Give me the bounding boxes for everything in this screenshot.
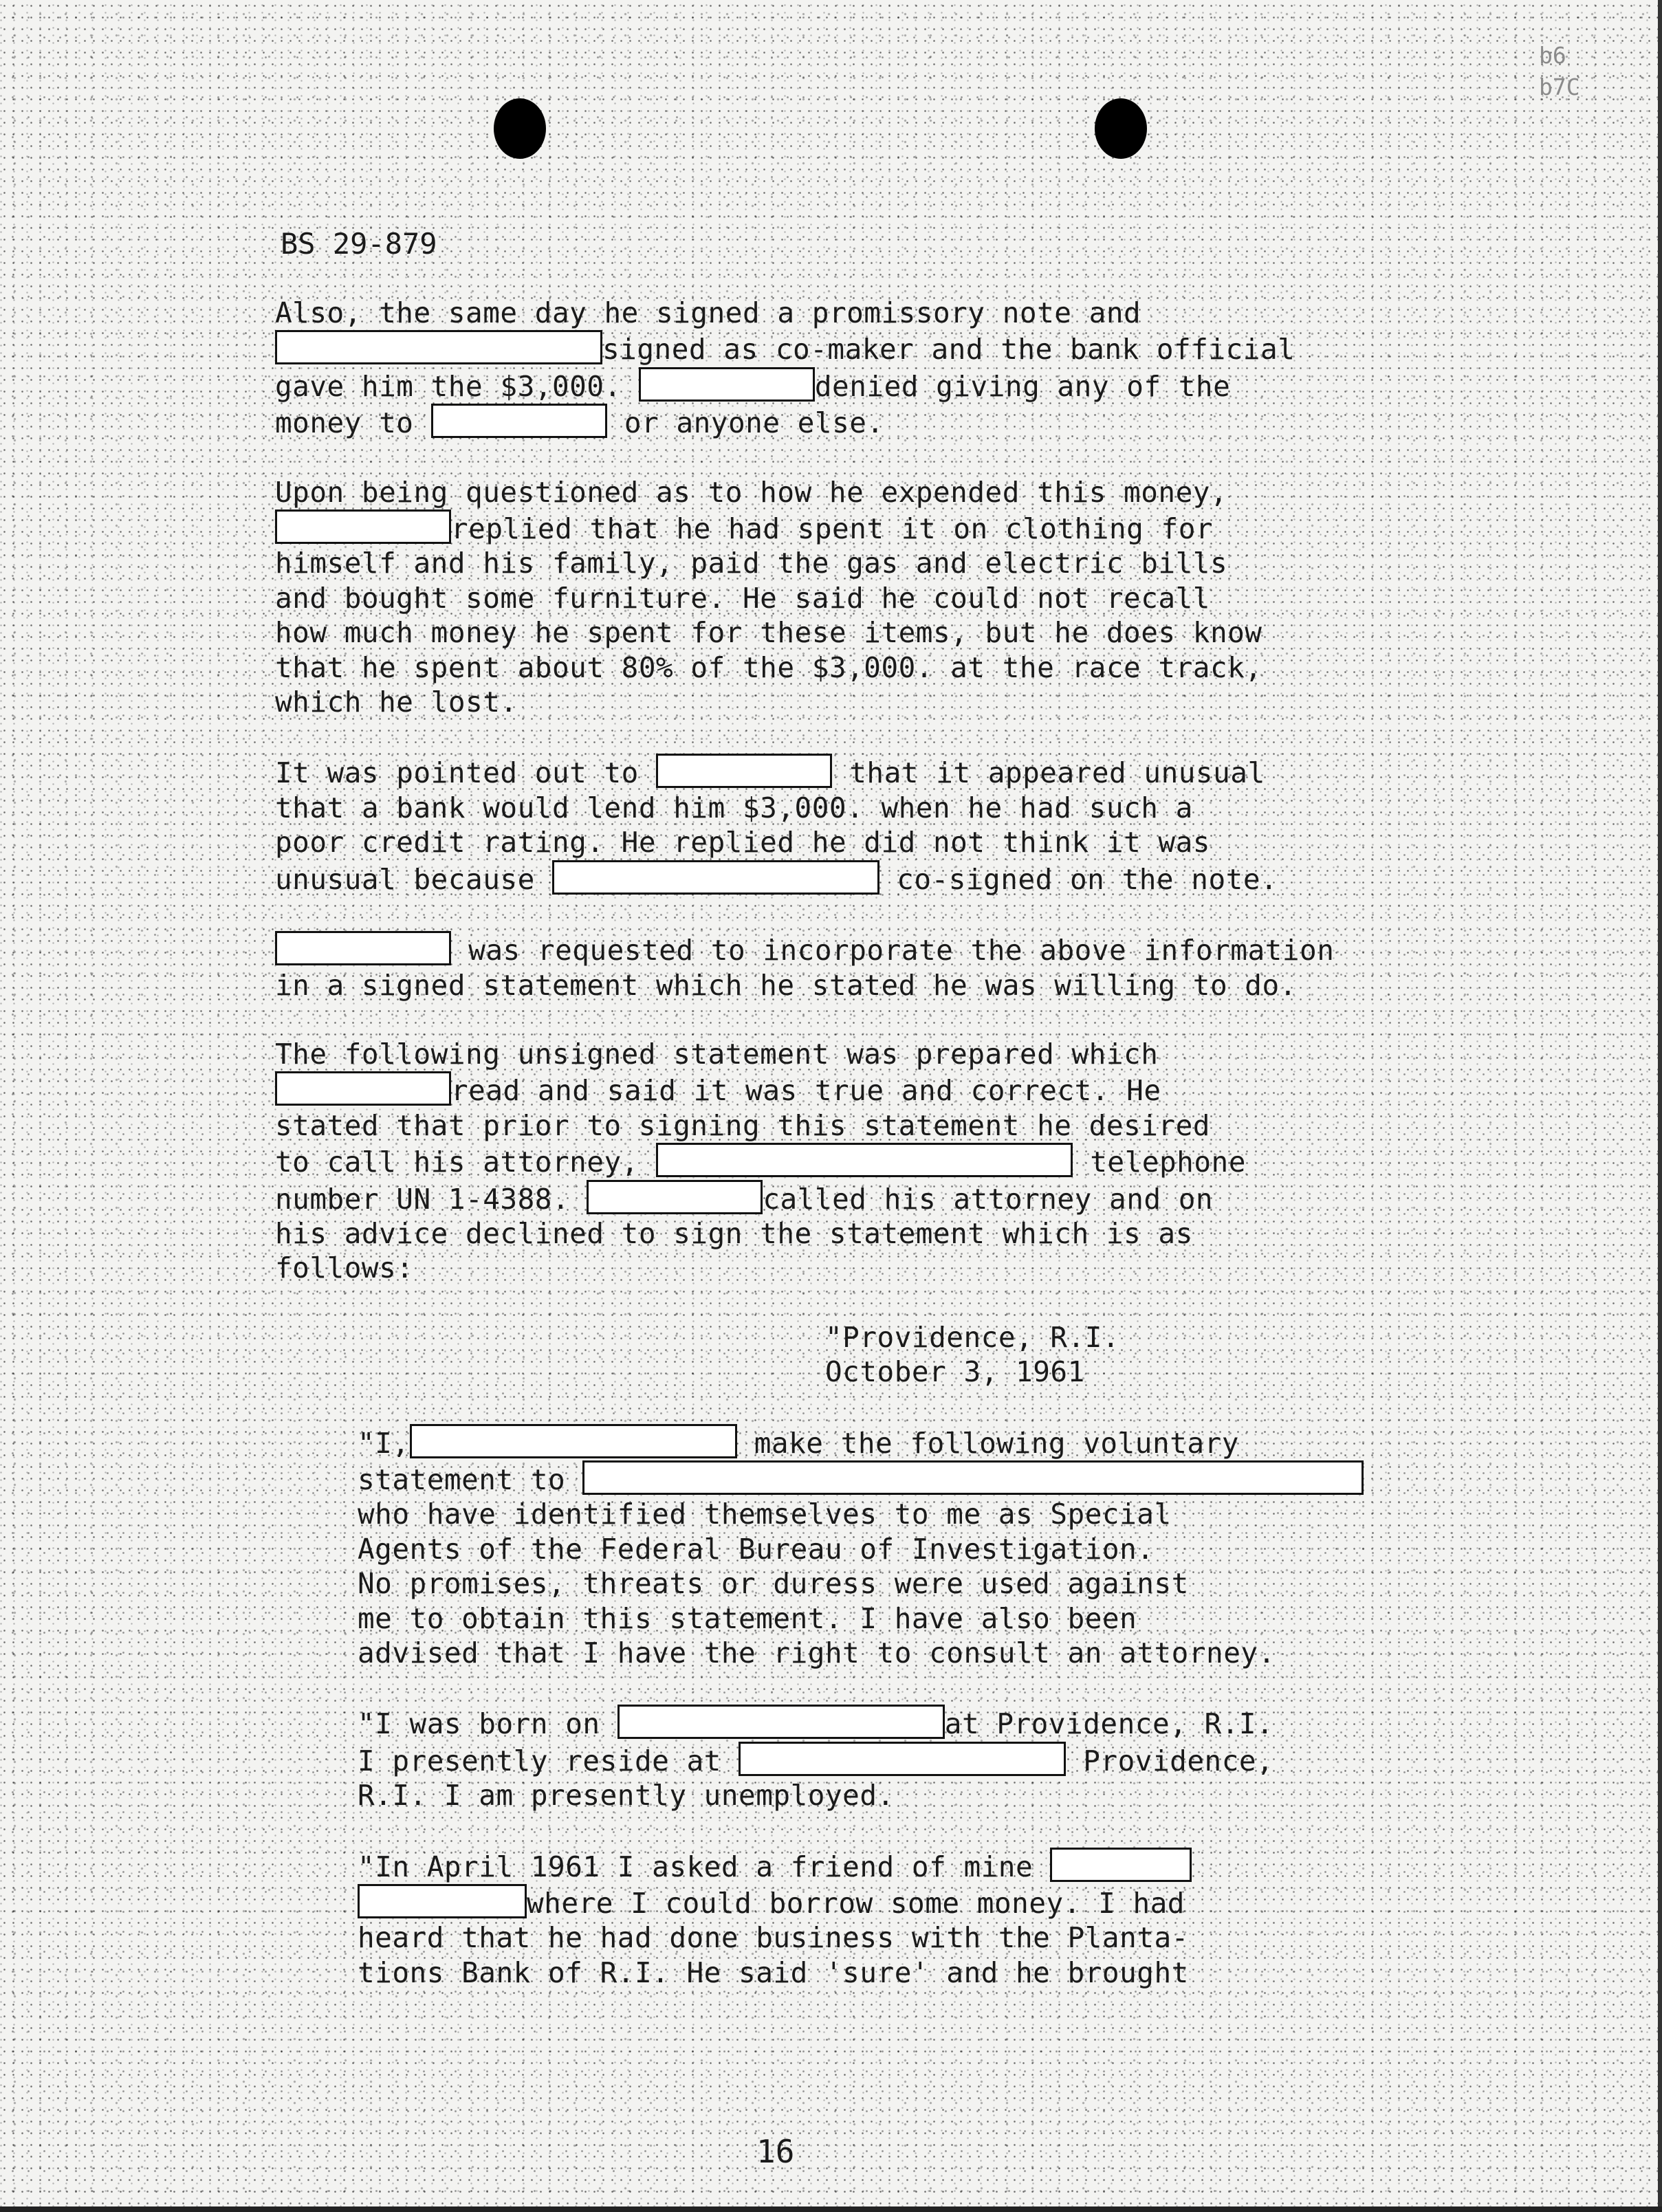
text-line: called his attorney and on [763, 1182, 1214, 1216]
redaction-box [275, 1071, 451, 1106]
text-line: who have identified themselves to me as Special [358, 1498, 1172, 1531]
exemption-code: b6 [1539, 42, 1566, 69]
page-edge-right [1658, 0, 1662, 2212]
redaction-box [656, 1143, 1073, 1177]
paragraph [275, 475, 1499, 720]
text-line: "I was born on [358, 1707, 600, 1741]
redaction-box [617, 1705, 945, 1739]
statement-paragraph [275, 1424, 1499, 1671]
redaction-box [431, 404, 607, 438]
text-line: how much money he spent for these items, but he does know [275, 616, 1262, 650]
statement-dateline [275, 1320, 1499, 1390]
text-line: statement to [358, 1463, 566, 1496]
redaction-box [1050, 1848, 1192, 1882]
text-line: heard that he had done business with the Planta- [358, 1921, 1189, 1955]
file-number: BS 29-879 [281, 227, 437, 261]
text-line: make the following voluntary [754, 1426, 1239, 1460]
text-line: in a signed statement which he stated he was willing to do. [275, 968, 1297, 1002]
redaction-box [587, 1180, 763, 1214]
text-line: number UN 1-4388. [275, 1182, 570, 1216]
paragraph [275, 931, 1499, 1003]
text-line: himself and his family, paid the gas and electric bills [275, 547, 1228, 580]
document-body [275, 296, 1499, 2024]
page-number: 16 [756, 2133, 795, 2170]
text-line: R.I. I am presently unemployed. [358, 1779, 895, 1813]
text-line: unusual because [275, 862, 535, 896]
redaction-box [275, 330, 602, 364]
text-line: was requested to incorporate the above information [468, 934, 1335, 967]
text-line: poor credit rating. He replied he did not think it was [275, 826, 1210, 859]
text-line: that he spent about 80% of the $3,000. at the race track, [275, 650, 1262, 684]
text-line: October 3, 1961 [825, 1355, 1085, 1389]
redaction-box [410, 1424, 737, 1458]
text-line: or anyone else. [624, 406, 884, 440]
paragraph [275, 754, 1499, 897]
text-line: telephone [1090, 1146, 1246, 1179]
text-line: that it appeared unusual [849, 756, 1265, 790]
text-line: "I, [358, 1426, 410, 1460]
exemption-code: b7C [1539, 74, 1580, 100]
redaction-box [358, 1884, 527, 1918]
page-edge-bottom [0, 2206, 1662, 2212]
redaction-box [739, 1742, 1066, 1776]
text-line: replied that he had spent it on clothing for [451, 512, 1214, 546]
text-line: me to obtain this statement. I have also been [358, 1601, 1137, 1635]
text-line: to call his attorney, [275, 1146, 639, 1179]
text-line: The following unsigned statement was prepared which [275, 1037, 1159, 1071]
text-line: signed as co-maker and the bank official [602, 333, 1295, 366]
text-line: at Providence, R.I. [944, 1707, 1274, 1741]
text-line: that a bank would lend him $3,000. when he had such a [275, 791, 1193, 824]
statement-paragraph [275, 1848, 1499, 1991]
punch-hole-right [1095, 98, 1147, 159]
text-line: "Providence, R.I. [825, 1320, 1120, 1354]
redaction-box [656, 754, 832, 788]
text-line: Upon being questioned as to how he expended this money, [275, 475, 1228, 509]
text-line: co-signed on the note. [897, 862, 1278, 896]
text-line: Agents of the Federal Bureau of Investigation. [358, 1532, 1155, 1566]
text-line: advised that I have the right to consult an attorney. [358, 1636, 1276, 1669]
redaction-box [275, 931, 451, 965]
text-line: gave him the $3,000. [275, 369, 622, 403]
text-line: his advice declined to sign the statement which is as [275, 1216, 1193, 1250]
punch-hole-left [494, 98, 546, 159]
text-line: and bought some furniture. He said he could not recall [275, 581, 1210, 615]
text-line: It was pointed out to [275, 756, 639, 790]
text-line: "In April 1961 I asked a friend of mine [358, 1850, 1034, 1883]
text-line: Also, the same day he signed a promissory note and [275, 296, 1141, 329]
paragraph [275, 1037, 1499, 1286]
text-line: where I could borrow some money. I had [527, 1887, 1185, 1920]
paragraph [275, 296, 1499, 441]
statement-paragraph [275, 1705, 1499, 1813]
redaction-box [552, 860, 879, 895]
text-line: No promises, threats or duress were used against [358, 1567, 1189, 1601]
foia-exemption-stamp [1539, 40, 1580, 103]
text-line: I presently reside at [358, 1744, 721, 1777]
text-line: money to [275, 406, 414, 440]
text-line: tions Bank of R.I. He said 'sure' and he brought [358, 1956, 1189, 1989]
redaction-box [582, 1460, 1364, 1495]
text-line: which he lost. [275, 686, 518, 719]
text-line: denied giving any of the [814, 369, 1231, 403]
text-line: read and said it was true and correct. He [451, 1074, 1161, 1108]
redaction-box [275, 510, 451, 544]
redaction-box [639, 367, 815, 402]
text-line: stated that prior to signing this statement he desired [275, 1108, 1210, 1142]
text-line: Providence, [1083, 1744, 1274, 1777]
text-line: follows: [275, 1251, 414, 1285]
